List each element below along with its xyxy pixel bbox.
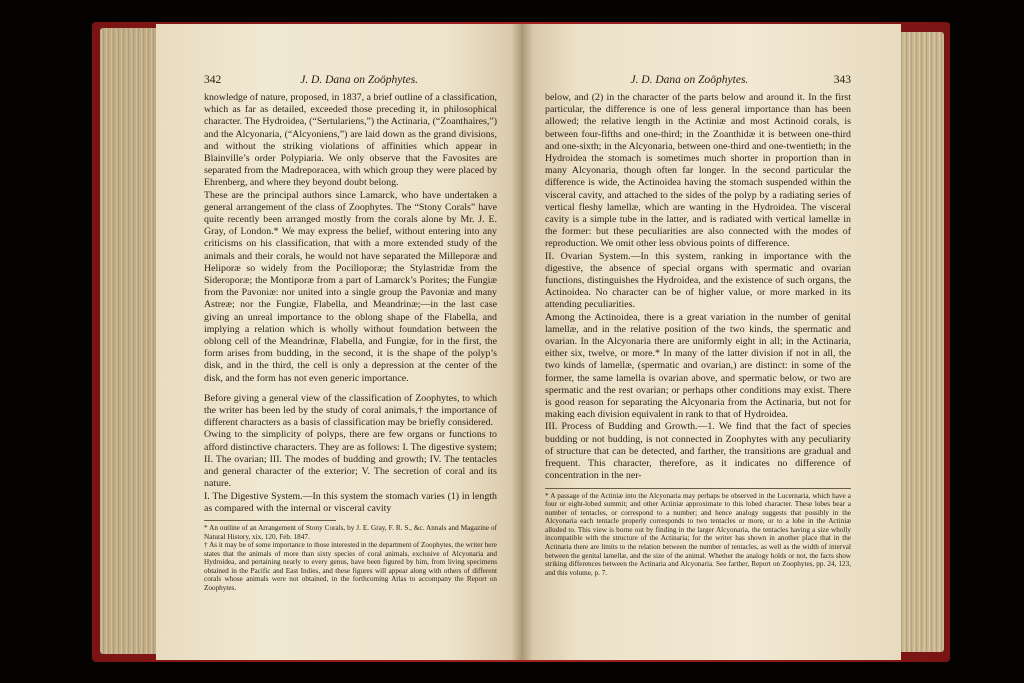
- footnote: † As it may be of some importance to those interested in the department of Zoophytes, the writer here states that the animals of more than sixty species of coral animals, exclusive of Alcyonaria and Hydroidea, and pertaining nearly to every genus, have been figured by him, from living specimens obtained in the Pacific and East Indies, and these figures will appear along with others of different corals whose animals were not obtained, in the forthcoming Atlas to accompany the Report on Zoophytes.: [204, 541, 497, 593]
- page-number: 342: [204, 74, 222, 86]
- footnote: * A passage of the Actiniæ into the Alcyonaria may perhaps be observed in the Lucernaria, which have a four or eight-lobed summit; and other Actiniæ approximate to this lobed character. These lobes bear a number of tentacles, or correspond to a number; and hence analogy suggests that possibly in the Alcyonaria each tentacle properly corresponds to two tentacles or more, or to a lobe in the Actiniæ alluded to. This view is borne out by finding in the larger Alcyonaria, the tentacles having a size wholly incompatible with the structure of the Actinaria; for the writer has shown in another place that in the Actinaria there are limits to the relation between the number of tentacles, as well as the width of interval between the genital lamellæ, and the size of the animal. Whether the analogy holds or not, the facts show striking differences between the Actinaria and Alcyonaria. See farther, Report on Zoophytes, pp. 24, 123, and this volume, p. 7.: [545, 491, 851, 577]
- paragraph: knowledge of nature, proposed, in 1837, a brief outline of a classification, which as far as detailed, exceeded those preceding it, in philosophical character. The Hydroidea, (“Sertulariens,”) the Actinaria, (“Zoanthaires,”) and the Alcyonaria, (“Alcyoniens,”) are laid down as the grand divisions, and without the striking violations of affinities which appear in Blainville’s order Polypiaria. We only observe that the Favosites are separated from the Madreporacea, with which group they were placed by Ehrenberg, and where they beyond doubt belong.: [204, 92, 497, 189]
- right-page-footnotes: [545, 492, 851, 578]
- paragraph: I. The Digestive System.—In this system the stomach varies (1) in length as compared with the internal or visceral cavity: [204, 490, 497, 514]
- paragraph: II. Ovarian System.—In this system, ranking in importance with the digestive, the absence of special organs with spermatic and ovarian functions, distinguishes the Hydroidea, and the existence of such organs, the Actinoidea. No character can be of higher value, or more marked in its attending peculiarities.: [545, 250, 851, 311]
- paragraph: III. Process of Budding and Growth.—1. We find that the fact of species budding or not budding, is not connected in Zoophytes with any peculiarity of structure that can be detected, and farther, the transitions are gradual and frequent. This character, therefore, as it indicates no difference of concentration in the ner-: [545, 421, 851, 482]
- left-page-footnotes: [204, 524, 497, 593]
- footnote-divider: [545, 488, 851, 489]
- left-page-edges: [100, 28, 156, 654]
- running-head: J. D. Dana on Zoöphytes.: [630, 74, 749, 86]
- right-page-body: [545, 92, 851, 483]
- paragraph: These are the principal authors since Lamarck, who have undertaken a general arrangement of the class of Zoophytes. The “Stony Corals” have quite recently been arranged mostly from the corals alone by Mr. J. E. Gray, of London.* We may express the belief, without entering into any criticisms on his classification, that with a more extended study of the animals and their corals, he would not have separated the Milleporæ and Heliporæ so widely from the Pocilloporæ; the Stylastridæ from the Sideroporæ; the Montiporæ from a part of Lamarck’s Porites; the Fungiæ from the Pavoniæ: nor united into a single group the Pavoniæ and many Astreæ; nor the Fungiæ, Flabella, and Meandrinæ;—in the last case giving an unreal importance to the oblong shape of the Flabella, and implying a relation which is wholly without foundation between the oblong cell of the Meandrinæ, Flabella, and Fungiæ, for in the first, the form arises from budding, in the second, it is the shape of the polyp’s disk, and in the third, the cell is only a depression at the center of the disk, and the form has not even generic importance.: [204, 189, 497, 384]
- paragraph: Owing to the simplicity of polyps, there are few organs or functions to afford distinctive characters. They are as follows: I. The digestive system; II. The ovarian; III. The modes of budding and growth; IV. The tentacles and general character of the exterior; V. The secretion of coral and its nature.: [204, 429, 497, 490]
- right-page: [521, 24, 901, 660]
- paragraph: Before giving a general view of the classification of Zoophytes, to which the writer has been led by the study of coral animals,† the importance of different characters as a basis of classification may be briefly considered.: [204, 392, 497, 429]
- footnote-divider: [204, 520, 336, 521]
- left-page: [156, 24, 521, 660]
- open-book: [92, 22, 950, 662]
- left-page-header: [204, 74, 497, 86]
- paragraph: Among the Actinoidea, there is a great variation in the number of genital lamellæ, and in the relative position of the two kinds, the spermatic and ovarian. In the Alcyonaria there are uniformly eight in all; in the Actinaria, either six, twelve, or more.* In many of the latter division if not in all, the two kinds of lamellæ, (spermatic and ovarian,) are distinct: in some of the former, the same lamella is ovarian above, and spermatic below, or two are spermatic and the rest ovarian; or perhaps other conditions may exist. There is good reason for separating the Alcyonaria from the Actinaria, but not for making each division equivalent in rank to that of Hydroidea.: [545, 311, 851, 421]
- running-head: J. D. Dana on Zoöphytes.: [300, 74, 419, 86]
- footnote: * An outline of an Arrangement of Stony Corals, by J. E. Gray, F. R. S., &c. Annals and Magazine of Natural History, xix, 120, Feb. 1847.: [204, 523, 497, 541]
- right-page-edges: [898, 32, 944, 652]
- right-page-header: [545, 74, 851, 86]
- paragraph: below, and (2) in the character of the parts below and around it. In the first particular, the difference is one of less general importance than has been allowed; the relative length in the Actiniæ and most Actinoid corals, is between four-fifths and one-third; in the Zoanthidæ it is between one-third and one-sixth; in the Alcyonaria, between one-third and one-twentieth; in the Hydroidea the stomach is sometimes much shorter in proportion than in many Alcyonaria, though often far longer. In the second particular the difference is wide, the Actinoidea having the stomach suspended within the visceral cavity, and attached to the sides of the polyp by a radiating series of vertical fleshy lamellæ, which are wanting in the Hydroidea. The visceral cavity is a simple tube in the latter, and is radiated with vertical lamellæ in the former: but these peculiarities are also connected with the modes of reproduction. We omit other less obvious points of difference.: [545, 92, 851, 250]
- left-page-body: [204, 92, 497, 515]
- page-number: 343: [833, 74, 851, 86]
